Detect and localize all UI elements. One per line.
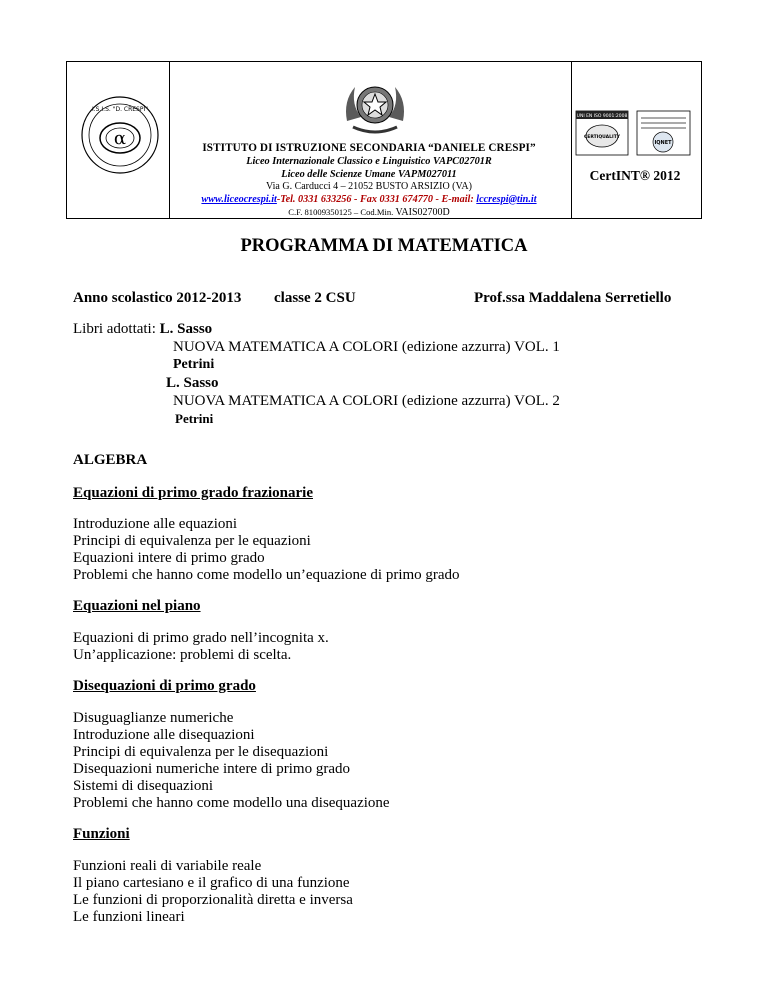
institute-sub-2: Liceo delle Scienze Umane VAPM027011 xyxy=(281,168,457,180)
header-divider-right xyxy=(571,62,572,218)
section-title-2: Equazioni nel piano xyxy=(73,598,201,614)
book-2-author: L. Sasso xyxy=(166,375,219,391)
list-item: Introduzione alle disequazioni xyxy=(73,727,255,743)
badge-iqnet-text: IQNET xyxy=(654,140,672,146)
school-year: Anno scolastico 2012-2013 xyxy=(73,290,242,306)
email-link[interactable]: lccrespi@tin.it xyxy=(476,193,537,205)
logo-lettering: I.S.I.S. "D. CRESPI" xyxy=(92,106,148,113)
fiscal-code xyxy=(169,206,569,219)
institute-info xyxy=(169,142,569,219)
list-item: Equazioni di primo grado nell’incognita x. xyxy=(73,630,329,646)
books-label: Libri adottati: xyxy=(73,321,160,337)
institute-contact xyxy=(169,194,569,207)
class-label: classe 2 CSU xyxy=(274,290,356,306)
list-item: Problemi che hanno come modello un’equazione di primo grado xyxy=(73,567,460,583)
list-item: Un’applicazione: problemi di scelta. xyxy=(73,647,292,663)
document-title: PROGRAMMA DI MATEMATICA xyxy=(240,236,528,256)
badge-iso-text: UNI EN ISO 9001:2008 xyxy=(576,114,628,119)
list-item: Le funzioni di proporzionalità diretta e inversa xyxy=(73,892,353,908)
republic-emblem xyxy=(341,77,409,139)
list-item: Il piano cartesiano e il grafico di una funzione xyxy=(73,875,350,891)
book-1-title: NUOVA MATEMATICA A COLORI (edizione azzurra) VOL. 1 xyxy=(173,339,560,355)
institute-address: Via G. Carducci 4 – 21052 BUSTO ARSIZIO (VA) xyxy=(266,181,472,192)
cert-label: CertINT® 2012 xyxy=(589,168,681,183)
list-item: Sistemi di disequazioni xyxy=(73,778,213,794)
algebra-heading: ALGEBRA xyxy=(73,452,148,468)
list-item: Principi di equivalenza per le equazioni xyxy=(73,533,311,549)
letterhead xyxy=(66,61,702,219)
section-title-4: Funzioni xyxy=(73,826,130,842)
fiscal-code-text: C.F. 81009350125 – Cod.Min. xyxy=(288,207,396,217)
badge-certiquality-text: CERTIQUALITY xyxy=(583,135,621,140)
list-item: Introduzione alle equazioni xyxy=(73,516,238,532)
institute-sub-1: Liceo Internazionale Classico e Linguistico VAPC02701R xyxy=(246,156,492,167)
section-title-3: Disequazioni di primo grado xyxy=(73,678,256,694)
list-item: Problemi che hanno come modello una disequazione xyxy=(73,795,390,811)
list-item: Funzioni reali di variabile reale xyxy=(73,858,262,874)
book-2-title: NUOVA MATEMATICA A COLORI (edizione azzurra) VOL. 2 xyxy=(173,393,560,409)
list-item: Disuguaglianze numeriche xyxy=(73,710,234,726)
list-item: Disequazioni numeriche intere di primo grado xyxy=(73,761,350,777)
book-2-publisher: Petrini xyxy=(175,411,214,426)
svg-text:α: α xyxy=(113,128,127,149)
certification-badges xyxy=(575,110,691,156)
list-item: Principi di equivalenza per le disequazioni xyxy=(73,744,329,760)
phone-fax: -Tel. 0331 633256 - Fax 0331 674770 - E-mail: xyxy=(276,193,477,205)
book-1-author-line xyxy=(73,320,212,338)
list-item: Le funzioni lineari xyxy=(73,909,185,925)
list-item: Equazioni intere di primo grado xyxy=(73,550,265,566)
website-link[interactable]: www.liceocrespi.it xyxy=(201,193,277,205)
ministry-code: VAIS02700D xyxy=(395,207,450,218)
institute-name: ISTITUTO DI ISTRUZIONE SECONDARIA “DANIELE CRESPI” xyxy=(202,142,536,154)
book-1-author: L. Sasso xyxy=(159,321,213,337)
teacher-name: Prof.ssa Maddalena Serretiello xyxy=(474,290,672,306)
section-title-1: Equazioni di primo grado frazionarie xyxy=(73,485,313,501)
school-logo xyxy=(79,94,161,176)
book-1-publisher: Petrini xyxy=(173,357,215,372)
